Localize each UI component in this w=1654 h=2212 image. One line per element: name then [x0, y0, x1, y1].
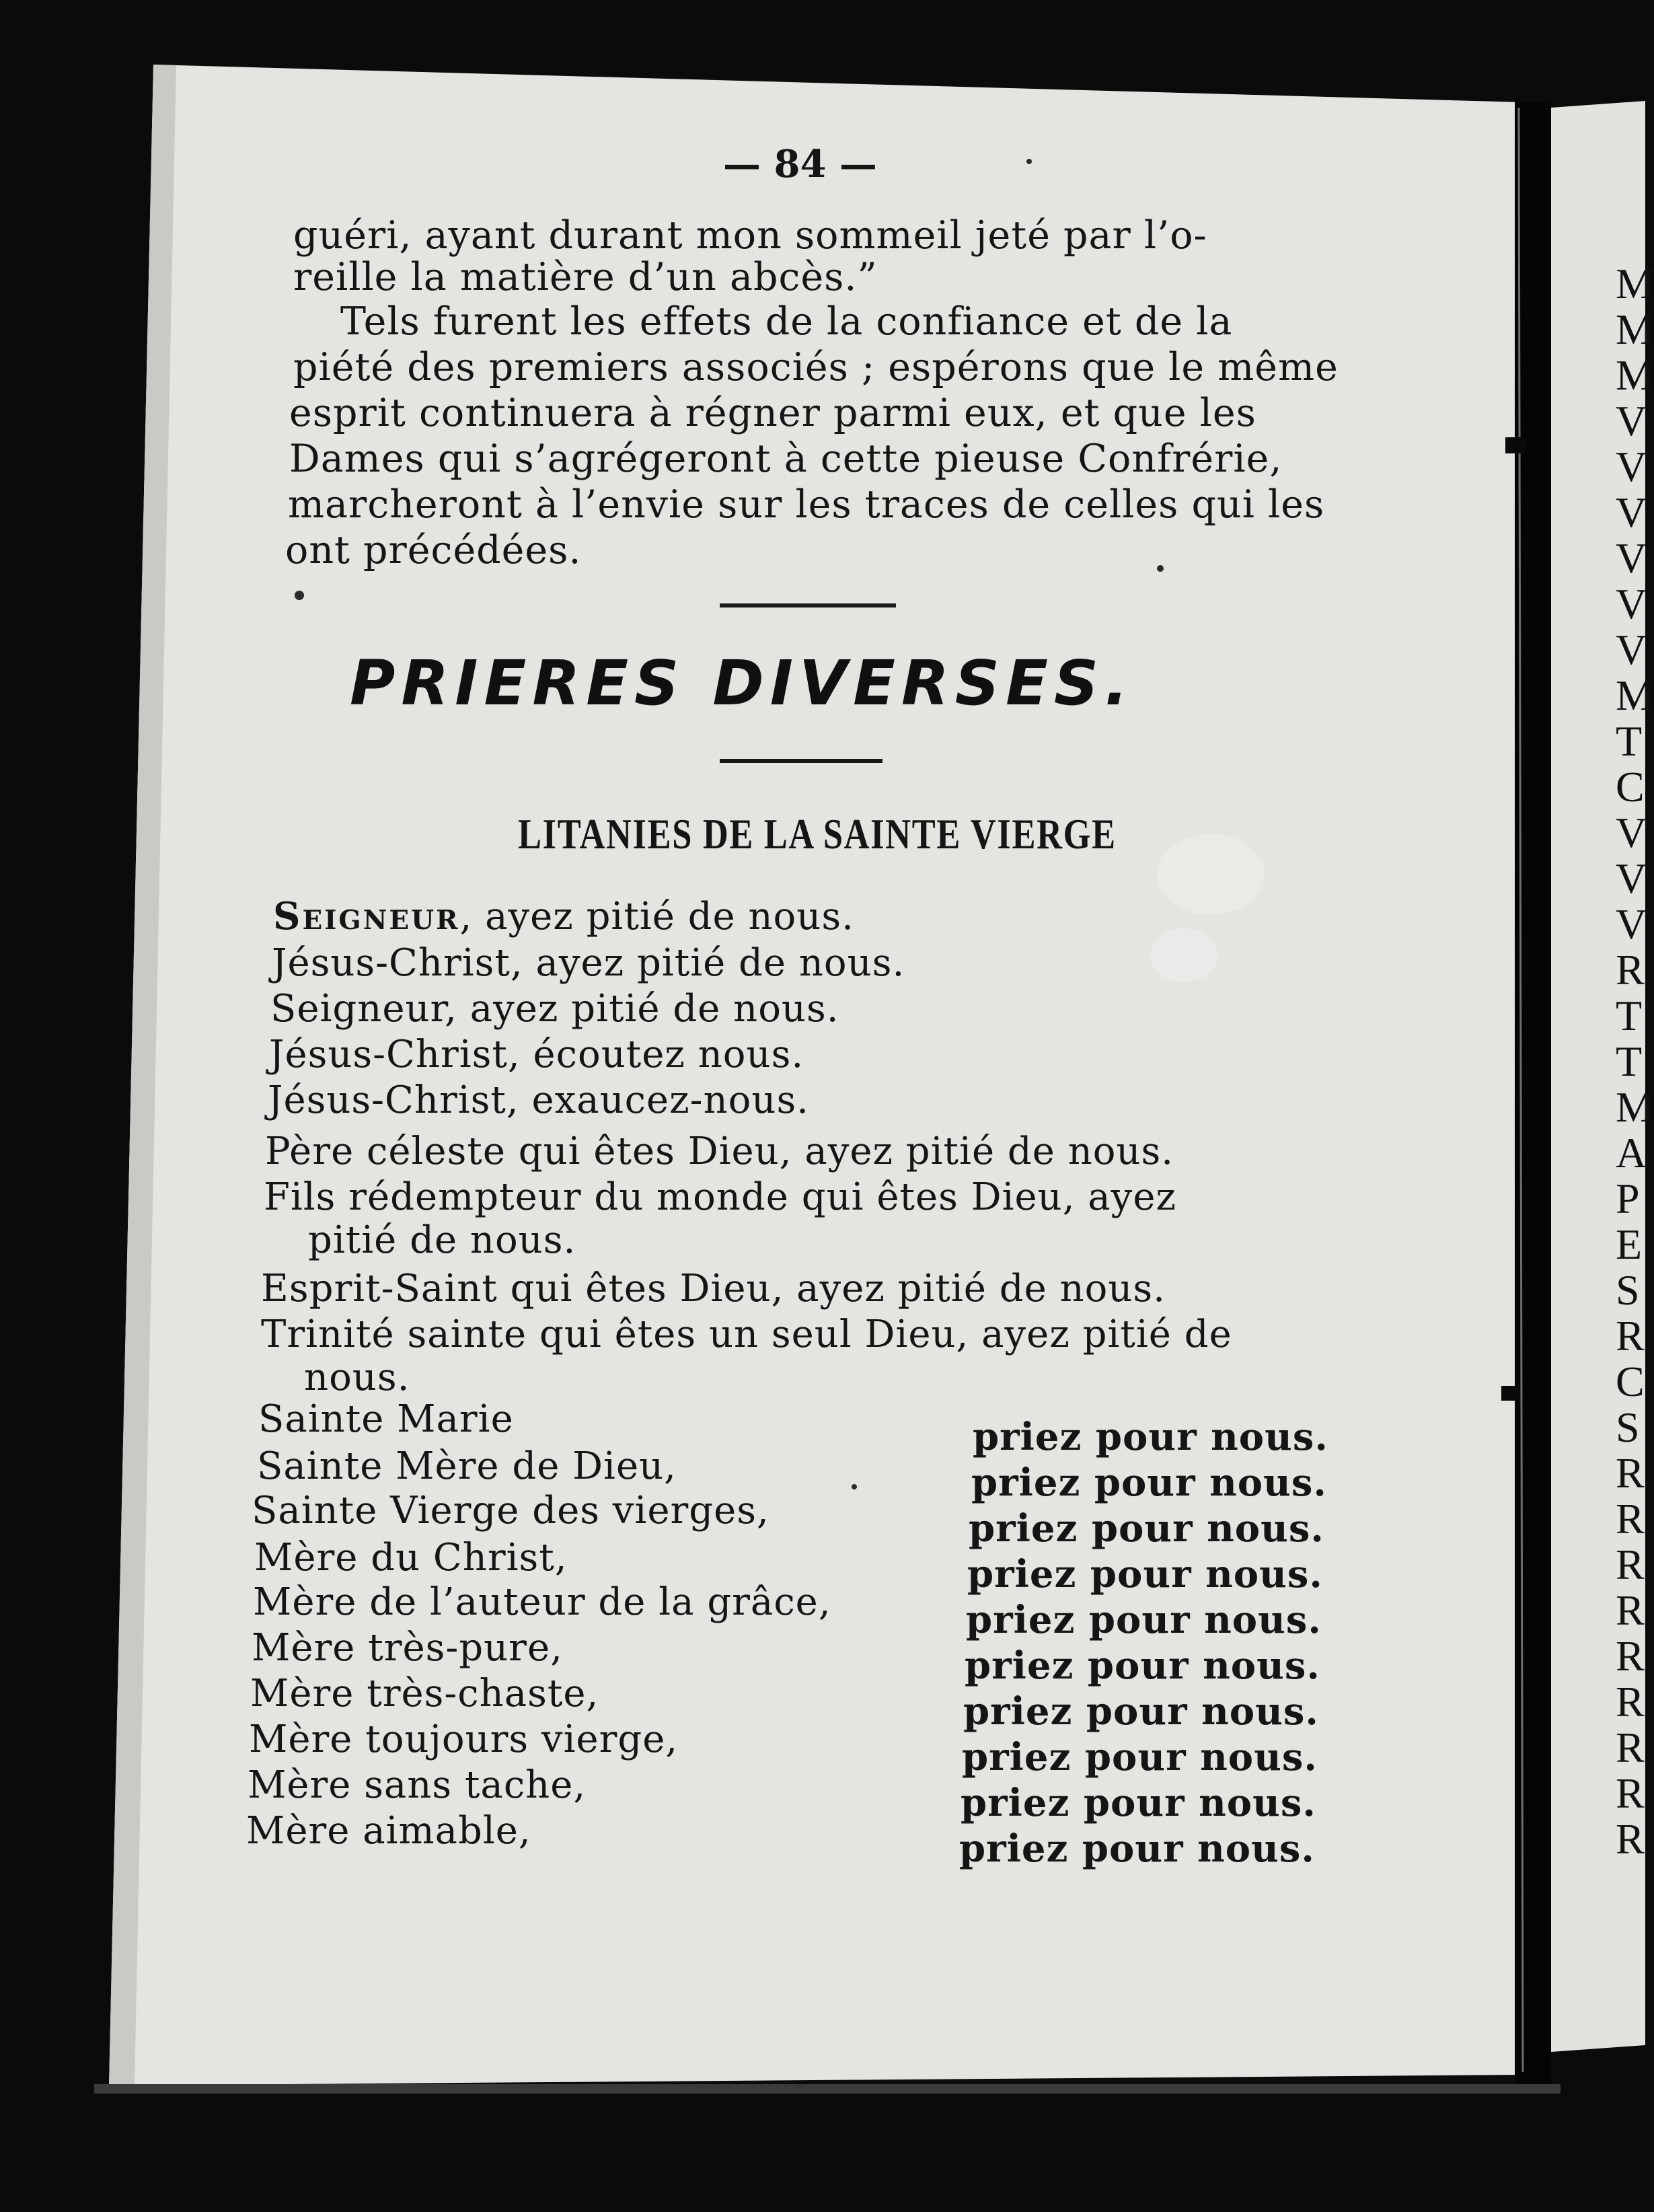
next-page-edge-letter: R	[1616, 1815, 1645, 1863]
litany-name: Sainte Mère de Dieu,	[257, 1444, 677, 1488]
continuation-line: Dames qui s’agrégeront à cette pieuse Confrérie,	[289, 437, 1283, 481]
litany-response: priez pour nous.	[961, 1781, 1316, 1825]
next-page-edge-letter: S	[1616, 1266, 1640, 1314]
invocation-line: pitié de nous.	[308, 1218, 576, 1262]
litany-name: Mère très-pure,	[252, 1626, 563, 1670]
continuation-line: reille la matière d’un abcès.”	[293, 255, 878, 299]
litany-name: Mère aimable,	[246, 1809, 531, 1853]
litany-response: priez pour nous.	[963, 1689, 1319, 1734]
invocation-line: Fils rédempteur du monde qui êtes Dieu, ayez	[264, 1175, 1176, 1219]
invocation-line: Père céleste qui êtes Dieu, ayez pitié de nous.	[265, 1130, 1174, 1173]
next-page-edge-letter: R	[1616, 1678, 1645, 1726]
invocation-line: Jésus-Christ, ayez pitié de nous.	[272, 941, 905, 985]
next-page-edge-letter: T	[1616, 992, 1643, 1039]
litany-name: Sainte Vierge des vierges,	[252, 1489, 769, 1533]
next-page-edge-letter: R	[1616, 1312, 1645, 1360]
next-page-edge-letter: V	[1616, 397, 1647, 445]
continuation-line: ont précédées.	[285, 528, 582, 573]
section-title: PRIERES DIVERSES.	[350, 647, 1135, 719]
litany-name: Mère du Christ,	[254, 1536, 568, 1580]
next-page-edge-letter: M	[1616, 1083, 1654, 1131]
next-page-edge-letter: V	[1616, 580, 1647, 628]
litany-name: Mère de l’auteur de la grâce,	[253, 1580, 831, 1624]
page-number: — 84 —	[723, 142, 877, 186]
next-page-edge-letter: P	[1616, 1175, 1640, 1222]
next-page-edge-letter: V	[1616, 534, 1647, 582]
next-page-edge-letter: R	[1616, 1495, 1645, 1543]
next-page-edge-letter: C	[1616, 763, 1645, 811]
continuation-line: Tels furent les effets de la confiance et de la	[340, 299, 1233, 344]
litany-response: priez pour nous.	[966, 1598, 1322, 1642]
litany-name: Mère très-chaste,	[250, 1672, 599, 1716]
litany-response: priez pour nous.	[965, 1644, 1320, 1688]
section-divider-top	[720, 603, 896, 607]
litany-response: priez pour nous.	[962, 1735, 1318, 1779]
next-page-edge-letter: V	[1616, 854, 1647, 902]
litany-response: priez pour nous.	[973, 1415, 1328, 1459]
next-page-edge-letter: M	[1616, 671, 1654, 719]
litany-response: priez pour nous.	[959, 1827, 1315, 1871]
litany-name: Mère toujours vierge,	[249, 1718, 679, 1761]
invocation-line: Jésus-Christ, exaucez-nous.	[268, 1078, 809, 1122]
invocation-line: Esprit-Saint qui êtes Dieu, ayez pitié de nous.	[261, 1267, 1166, 1311]
invocation-first-word: Seigneur	[273, 894, 460, 938]
invocation-line: nous.	[304, 1356, 410, 1399]
invocation-line: Trinité sainte qui êtes un seul Dieu, ayez pitié de	[261, 1313, 1232, 1356]
next-page-edge-letter: V	[1616, 488, 1647, 536]
invocation-line: Jésus-Christ, écoutez nous.	[269, 1033, 804, 1076]
continuation-line: guéri, ayant durant mon sommeil jeté par l’o-	[293, 213, 1207, 258]
next-page-edge-letter: M	[1616, 351, 1654, 399]
next-page-edge-letter: V	[1616, 900, 1647, 948]
next-page-edge-letter: T	[1616, 717, 1643, 765]
next-page-edge-letter: V	[1616, 443, 1647, 490]
next-page-edge-letter: M	[1616, 305, 1654, 353]
next-page-edge-letter: A	[1616, 1129, 1647, 1177]
invocation-line: Seigneur, ayez pitié de nous.	[270, 987, 839, 1031]
next-page-edge-letter: R	[1616, 1632, 1645, 1680]
invocation-first-rest: , ayez pitié de nous.	[459, 895, 854, 938]
continuation-line: marcheront à l’envie sur les traces de celles qui les	[288, 482, 1325, 527]
continuation-line: esprit continuera à régner parmi eux, et que les	[289, 391, 1256, 435]
next-page-edge-letter: R	[1616, 1769, 1645, 1817]
next-page-edge-letter: R	[1616, 1724, 1645, 1771]
next-page-edge-letter: V	[1616, 809, 1647, 856]
litany-response: priez pour nous.	[967, 1552, 1323, 1596]
next-page-edge-letter: R	[1616, 946, 1645, 994]
section-divider-bottom	[720, 759, 882, 763]
litany-response: priez pour nous.	[971, 1461, 1327, 1505]
next-page-edge-letter: R	[1616, 1541, 1645, 1588]
litany-name: Mère sans tache,	[248, 1763, 587, 1807]
continuation-line: piété des premiers associés ; espérons que le même	[293, 345, 1339, 390]
litany-name: Sainte Marie	[258, 1397, 514, 1441]
litany-response: priez pour nous.	[969, 1506, 1324, 1551]
next-page-edge-letter: T	[1616, 1037, 1643, 1085]
next-page-edge-letter: C	[1616, 1358, 1645, 1405]
invocation-line-first	[273, 894, 854, 938]
litany-title: LITANIES DE LA SAINTE VIERGE	[518, 810, 1117, 858]
next-page-edge-letter: R	[1616, 1449, 1645, 1497]
next-page-edge-letter: V	[1616, 626, 1647, 673]
next-page-edge-letter: S	[1616, 1403, 1640, 1451]
next-page-edge-letter: E	[1616, 1220, 1643, 1268]
next-page-edge-letter: M	[1616, 260, 1654, 307]
next-page-edge-letter: R	[1616, 1586, 1645, 1634]
